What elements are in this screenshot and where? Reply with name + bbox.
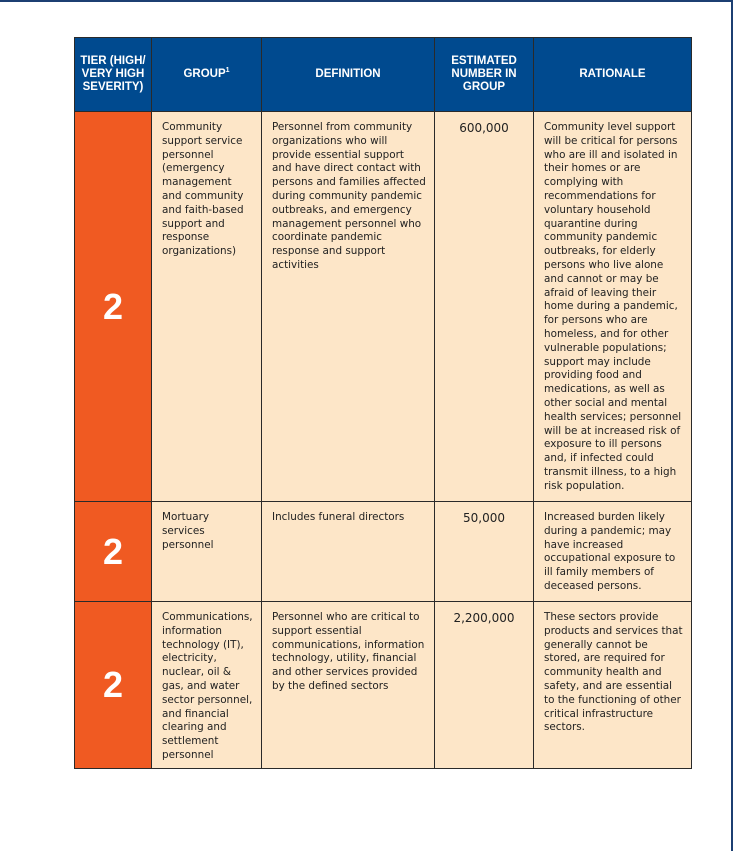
group-cell: Mortuary services personnel — [152, 502, 262, 602]
estimated-cell: 600,000 — [435, 112, 534, 502]
estimated-cell: 2,200,000 — [435, 602, 534, 769]
header-tier-label: TIER (HIGH/ VERY HIGH SEVERITY) — [80, 55, 146, 93]
tier-cell: 2 — [75, 502, 152, 602]
group-cell: Communications, information technology (IT), electricity, nuclear, oil & gas, and water sector personnel, and financial clearing and settlement personnel — [152, 602, 262, 769]
header-estimated — [435, 38, 534, 112]
definition-cell: Personnel from community organizations who will provide essential support and have direct contact with persons and families affected during community pandemic outbreaks, and emergency management personnel who coordinate pandemic response and support activities — [262, 112, 435, 502]
tier-cell: 2 — [75, 602, 152, 769]
header-estimated-label: ESTIMATED NUMBER IN GROUP — [451, 55, 517, 93]
definition-cell: Personnel who are critical to support essential communications, information technology, utility, financial and other services provided by the defined sectors — [262, 602, 435, 769]
header-group-footnote: 1 — [225, 67, 230, 75]
group-cell: Community support service personnel (emergency management and community and faith-based support and response organizations) — [152, 112, 262, 502]
tier-cell: 2 — [75, 112, 152, 502]
header-tier — [75, 38, 152, 112]
rationale-cell: Community level support will be critical for persons who are ill and isolated in their homes or are complying with recommendations for voluntary household quarantine during community pandemic outbreaks, for elderly persons who live alone and cannot or may be afraid of leaving their home during a pandemic, for persons who are homeless, and for other vulnerable populations; support may include providing food and medications, as well as other social and mental health services; personnel will be at increased risk of exposure to ill persons and, if infected could transmit illness, to a high risk population. — [534, 112, 692, 502]
header-group-label: GROUP — [183, 68, 226, 80]
table-row — [75, 112, 692, 502]
rationale-cell: Increased burden likely during a pandemic; may have increased occupational exposure to ill family members of deceased persons. — [534, 502, 692, 602]
header-row — [75, 38, 692, 112]
tier-table — [74, 37, 692, 769]
header-definition — [262, 38, 435, 112]
rationale-cell: These sectors provide products and services that generally cannot be stored, are required for community health and safety, and are essential to the functioning of other critical infrastructure sectors. — [534, 602, 692, 769]
table-row — [75, 602, 692, 769]
estimated-cell: 50,000 — [435, 502, 534, 602]
header-definition-label: DEFINITION — [315, 68, 381, 80]
table-row — [75, 502, 692, 602]
header-group — [152, 38, 262, 112]
header-rationale-label: RATIONALE — [579, 68, 646, 80]
definition-cell: Includes funeral directors — [262, 502, 435, 602]
header-rationale — [534, 38, 692, 112]
